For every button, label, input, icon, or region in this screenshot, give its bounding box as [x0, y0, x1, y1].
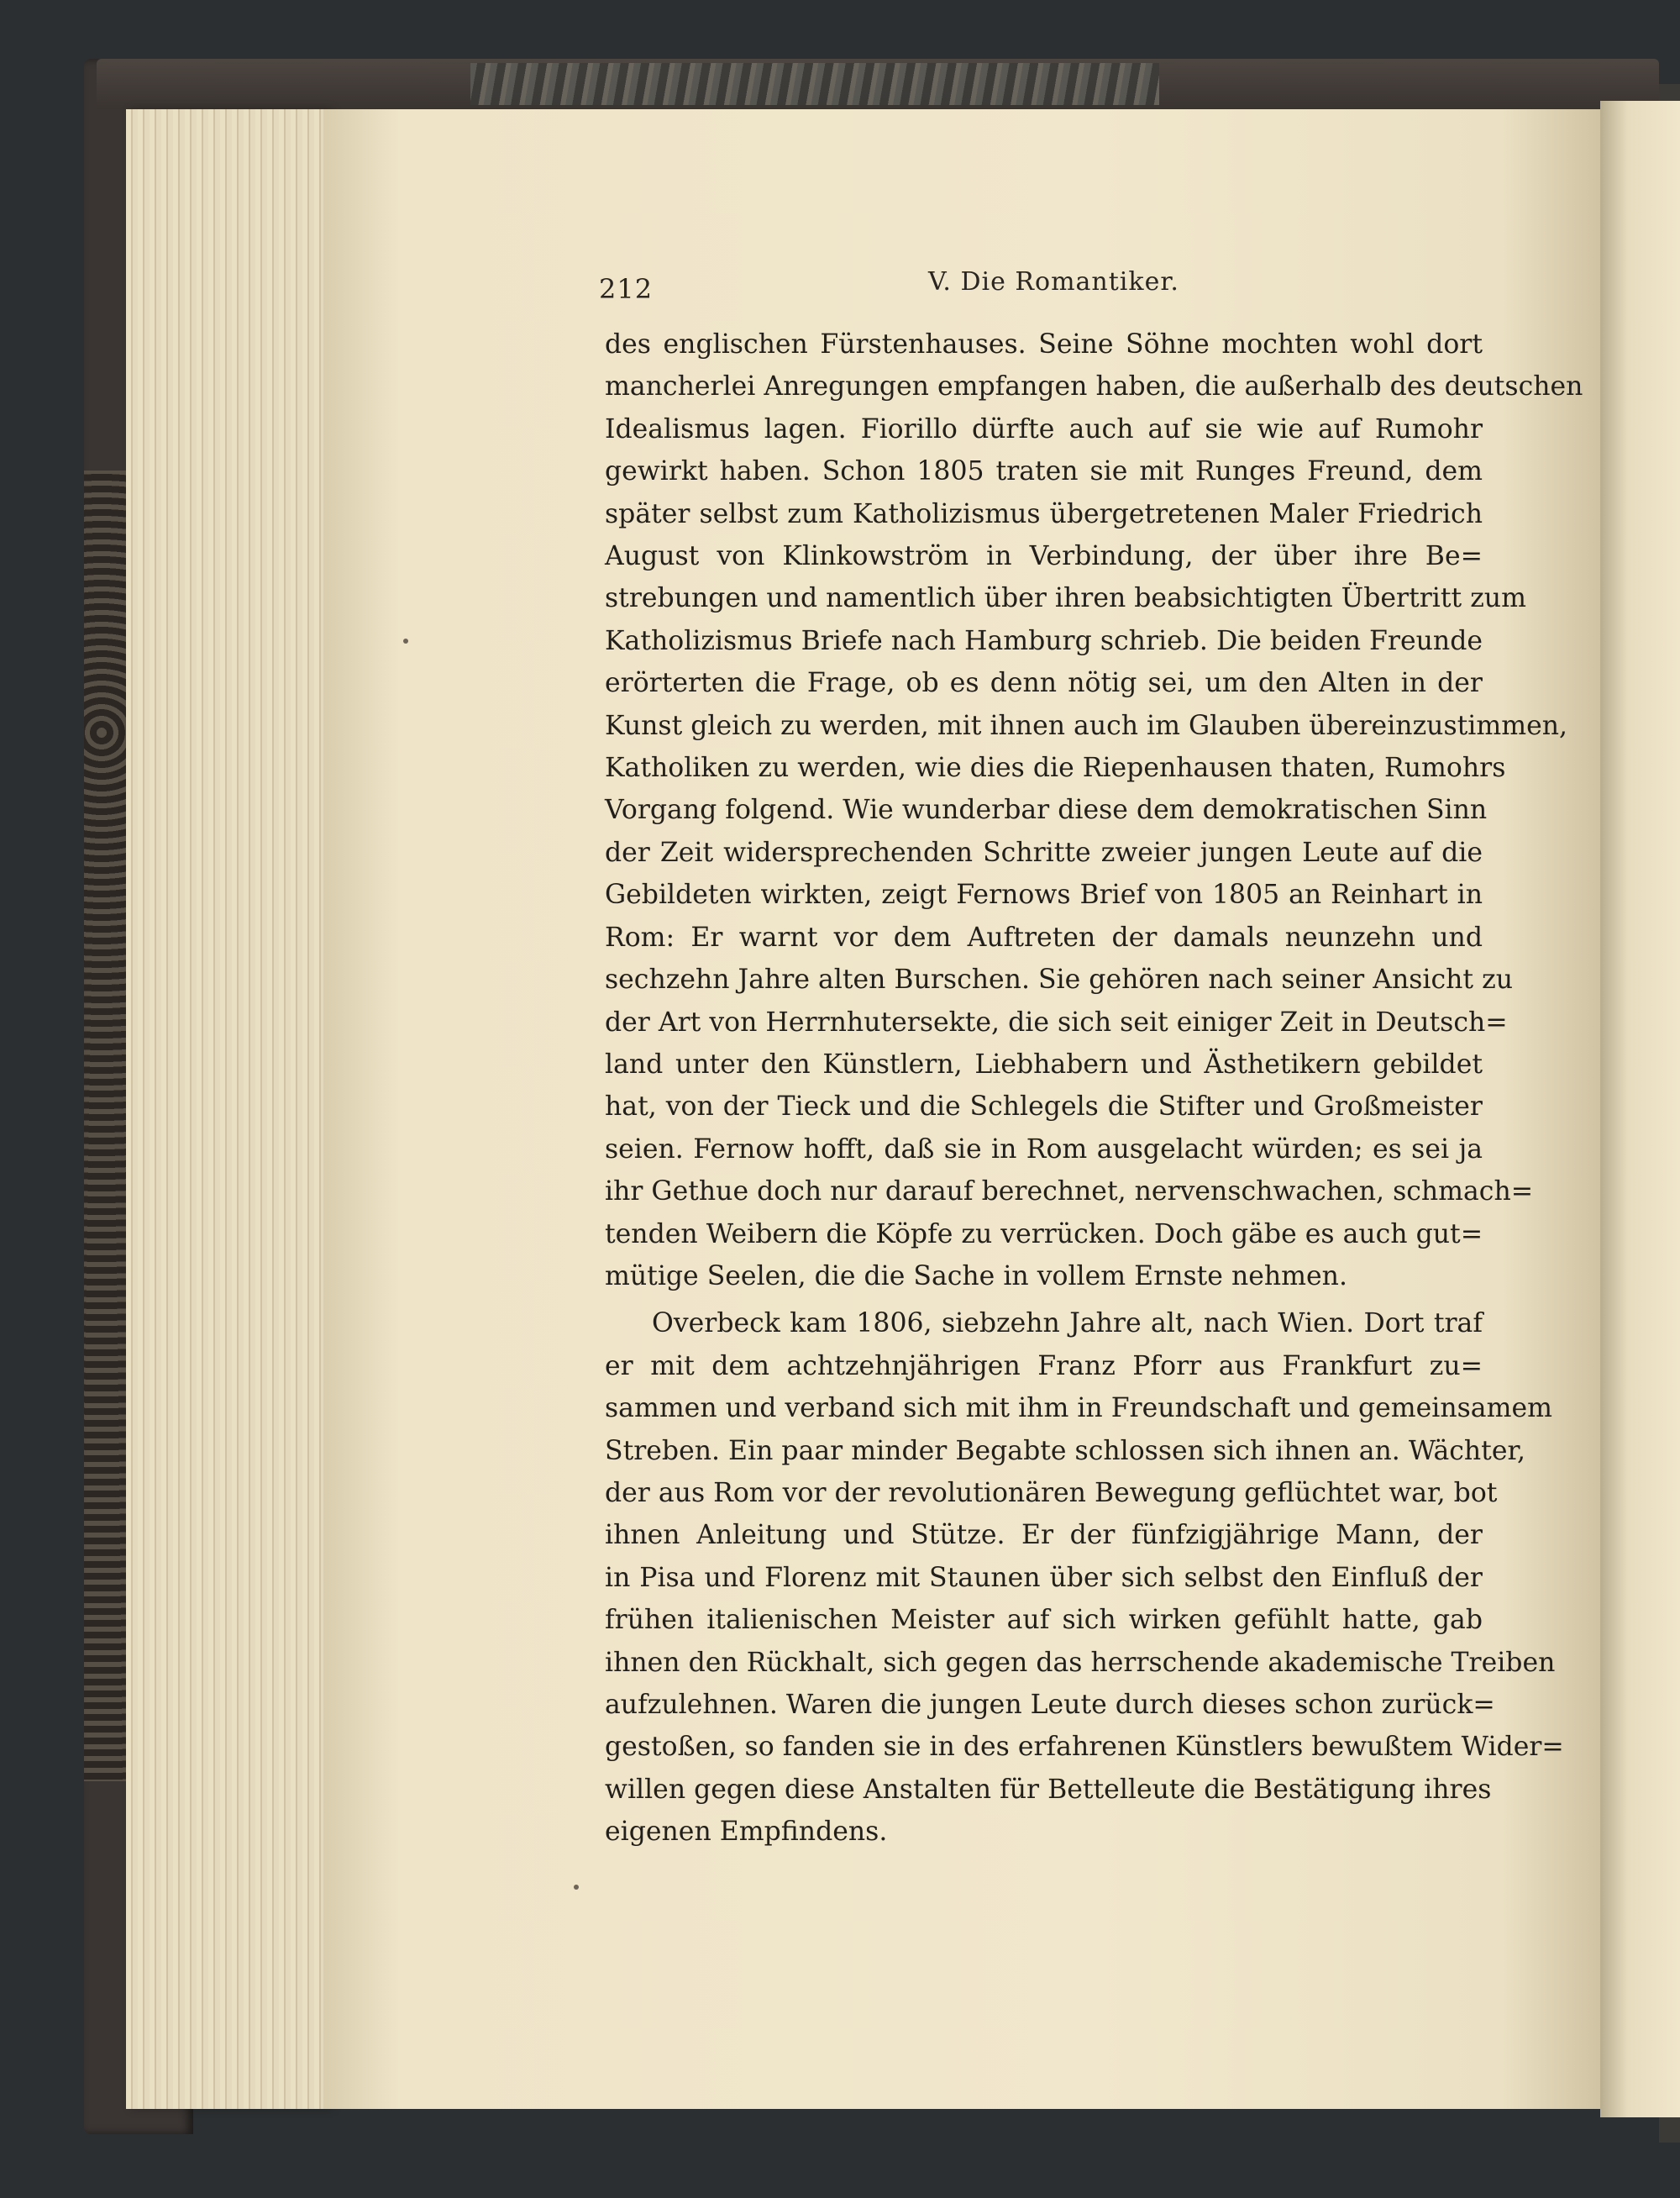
running-head: V. Die Romantiker. [928, 267, 1179, 297]
text-line: tenden Weibern die Köpfe zu verrücken. Doch gäbe es auch gut= [605, 1218, 1483, 1249]
text-line: gewirkt haben. Schon 1805 traten sie mit Runges Freund, dem [605, 456, 1483, 487]
text-line: eigenen Empfindens. [605, 1817, 888, 1848]
text-line: ihnen Anleitung und Stütze. Er der fünfzigjährige Mann, der [605, 1520, 1483, 1551]
text-line: ihr Gethue doch nur darauf berechnet, nervenschwachen, schmach= [605, 1176, 1534, 1207]
cover-top-marbling [470, 63, 1159, 105]
text-line: ihnen den Rückhalt, sich gegen das herrschende akademische Treiben [605, 1647, 1556, 1678]
paper-speck [403, 639, 408, 644]
text-line: Katholizismus Briefe nach Hamburg schrieb. Die beiden Freunde [605, 625, 1483, 656]
text-line: Gebildeten wirkten, zeigt Fernows Brief von 1805 an Reinhart in [605, 880, 1483, 911]
text-line: später selbst zum Katholizismus übergetretenen Maler Friedrich [605, 498, 1483, 529]
text-line: frühen italienischen Meister auf sich wirken gefühlt hatte, gab [605, 1605, 1483, 1636]
text-line: erörterten die Frage, ob es denn nötig sei, um den Alten in der [605, 668, 1483, 699]
paper-speck [574, 1885, 579, 1890]
text-line: der Zeit widersprechenden Schritte zweier jungen Leute auf die [605, 837, 1483, 868]
text-line: er mit dem achtzehnjährigen Franz Pforr aus Frankfurt zu= [605, 1350, 1483, 1381]
text-line: Kunst gleich zu werden, mit ihnen auch im Glauben übereinzustimmen, [605, 710, 1568, 741]
text-line: Idealismus lagen. Fiorillo dürfte auch auf sie wie auf Rumohr [605, 413, 1483, 444]
facing-page-edge [1600, 101, 1680, 2117]
text-line: land unter den Künstlern, Liebhabern und Ästhetikern gebildet [605, 1049, 1483, 1080]
text-line: gestoßen, so fanden sie in des erfahrenen Künstlers bewußtem Wider= [605, 1732, 1564, 1763]
text-line: Vorgang folgend. Wie wunderbar diese dem demokratischen Sinn [605, 795, 1488, 826]
text-line: August von Klinkowström in Verbindung, der über ihre Be= [605, 541, 1483, 572]
text-line: aufzulehnen. Waren die jungen Leute durch dieses schon zurück= [605, 1690, 1495, 1720]
text-line: mancherlei Anregungen empfangen haben, die außerhalb des deutschen [605, 371, 1583, 402]
text-line: Rom: Er warnt vor dem Auftreten der damals neunzehn und [605, 922, 1483, 953]
page-number: 212 [599, 273, 654, 305]
text-line: in Pisa und Florenz mit Staunen über sich selbst den Einfluß der [605, 1562, 1483, 1593]
text-line: seien. Fernow hofft, daß sie in Rom ausgelacht würden; es sei ja [605, 1133, 1483, 1165]
text-line: des englischen Fürstenhauses. Seine Söhne mochten wohl dort [605, 329, 1483, 360]
text-line: strebungen und namentlich über ihren beabsichtigten Übertritt zum [605, 583, 1526, 614]
text-line: hat, von der Tieck und die Schlegels die Stifter und Großmeister [605, 1091, 1483, 1123]
text-line: Overbeck kam 1806, siebzehn Jahre alt, nach Wien. Dort traf [652, 1308, 1483, 1339]
text-line: Streben. Ein paar minder Begabte schlossen sich ihnen an. Wächter, [605, 1435, 1526, 1466]
text-line: sechzehn Jahre alten Burschen. Sie gehören nach seiner Ansicht zu [605, 965, 1513, 996]
text-line: der Art von Herrnhutersekte, die sich seit einiger Zeit in Deutsch= [605, 1007, 1508, 1038]
text-line: der aus Rom vor der revolutionären Bewegung geflüchtet war, bot [605, 1477, 1498, 1508]
text-line: mütige Seelen, die die Sache in vollem Ernste nehmen. [605, 1260, 1347, 1291]
page-edges-stack [126, 109, 328, 2109]
body-text [605, 323, 1583, 1854]
text-line: Katholiken zu werden, wie dies die Riepenhausen thaten, Rumohrs [605, 753, 1506, 784]
text-line: sammen und verband sich mit ihm in Freundschaft und gemeinsamem [605, 1393, 1552, 1424]
text-line: willen gegen diese Anstalten für Bettelleute die Bestätigung ihres [605, 1774, 1492, 1805]
